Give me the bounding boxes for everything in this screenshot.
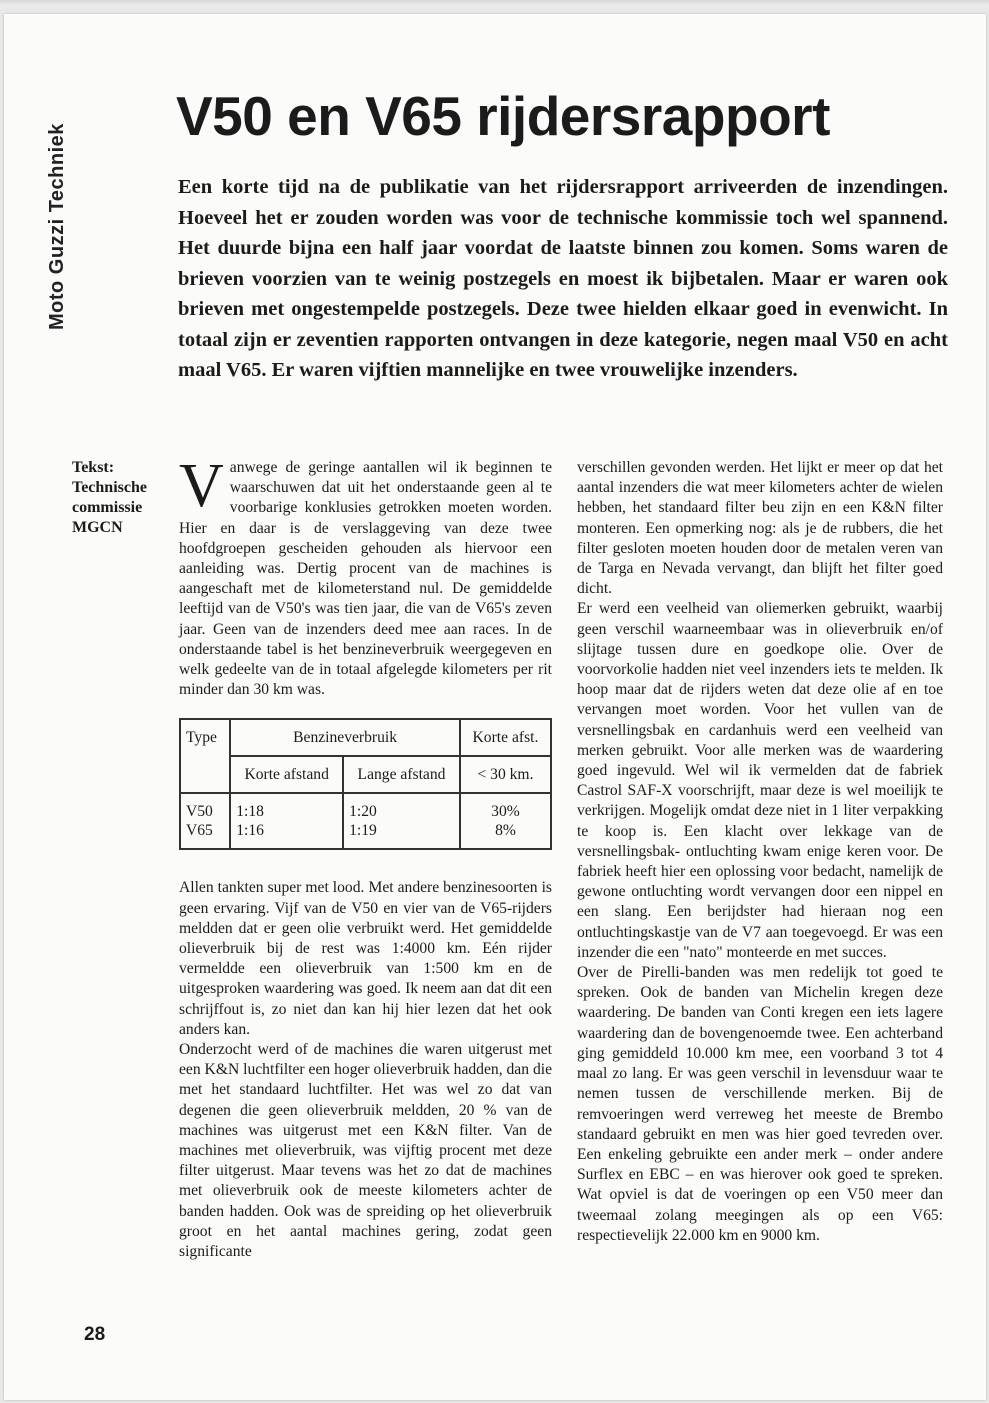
header-fuel: Benzineverbruik [230, 719, 460, 756]
header-type: Type [180, 719, 230, 793]
article-title: V50 en V65 rijdersrapport [176, 85, 830, 147]
column-left [179, 452, 552, 1262]
byline-author-line: Technische [72, 479, 147, 496]
section-label: Moto Guzzi Techniek [46, 123, 68, 330]
cell-type [180, 793, 230, 849]
cell-value: V65 [186, 822, 213, 840]
fuel-consumption-table [179, 718, 552, 850]
drop-cap: V [179, 452, 224, 520]
table-subheader-row [180, 756, 551, 793]
cell-value: 1:18 [236, 803, 264, 821]
cell-value: 1:20 [349, 803, 377, 821]
cell-long [343, 793, 460, 849]
byline-author-line: MGCN [72, 519, 123, 536]
paragraph: Onderzocht werd of de machines die waren uitgerust met een K&N luchtfilter een hoger olieverbruik hadden, dan die met het standaard luchtfilter. Het was wel zo dat van degenen die geen olieverbruik meldden, 20 % van de machines was uitgerust met een K&N filter. Van de machines met olieverbruik, was vijftig procent met deze filter uitgerust. Maar tevens was het zo dat de machines met olieverbruik ook de meeste kilometers achter de banden hadden. Ook was de spreiding op het olieverbruik groot en het aantal machines gering, zodat geen significante [179, 1041, 552, 1261]
paragraph: verschillen gevonden werden. Het lijkt er meer op dat het aantal inzenders die wat meer kilometers achter de wielen hebben, het standaard filter beu zijn en een K&N filter monteren. Een opmerking nog: als je de rubbers, die het filter gesloten moeten houden door de metalen veren van de Targa en Nevada vervangt, dan blijft het filter goed dicht. [577, 459, 943, 598]
paragraph [179, 452, 552, 700]
table-header-row [180, 719, 551, 756]
cell-value: V50 [186, 803, 213, 821]
page-number: 28 [84, 1324, 106, 1345]
cell-pct [460, 793, 551, 849]
byline-author-line: commissie [72, 499, 143, 516]
paragraph: Over de Pirelli-banden was men redelijk tot goed te spreken. Ook de banden van Michelin kregen deze waardering. De banden van Conti kregen een iets lagere waardering dan de bovengenoemde twee. Een achterband ging gemiddeld 10.000 km mee, een voorband 3 tot 4 maal zo lang. Er was geen verschil in levensduur waar te nemen tussen de verschillende merken. Bij de remvoeringen werd verreweg het meeste de Brembo standaard gebruikt en men was hier goed tevreden over. Een enkeling gebruikte een ander merk – onder andere Surflex en EBC – en was hierover ook goed te spreken. Wat opviel is dat de voeringen op een V50 meer dan tweemaal zolang meegingen als op een V65: respectievelijk 22.000 km en 9000 km. [577, 964, 943, 1244]
article-intro: Een korte tijd na de publikatie van het rijdersrapport arriveerden de inzendingen. Hoeveel het er zouden worden was voor de technische kommissie toch wel spannend. Het duurde bijna een half jaar voordat de laatste binnen zou komen. Soms waren de brieven voorzien van te weinig postzegels en moest ik bijbetalen. Maar er waren ook brieven met ongestempelde postzegels. Deze twee hielden elkaar goed in evenwicht. In totaal zijn er zeventien rapporten ontvangen in deze kategorie, negen maal V50 en acht maal V65. Er waren vijftien mannelijke en twee vrouwelijke inzenders. [178, 176, 948, 381]
scan-top-edge [0, 0, 989, 6]
cell-value: 8% [495, 822, 516, 840]
header-short-trip: Korte afst. [460, 719, 551, 756]
cell-value: 30% [491, 803, 520, 821]
byline-label: Tekst: [72, 459, 115, 476]
cell-short [230, 793, 343, 849]
fuel-table-wrapper [179, 718, 552, 850]
column-right [577, 458, 943, 1246]
paragraph: Allen tankten super met lood. Met andere benzinesoorten is geen ervaring. Vijf van de V50 en vier van de V65-rijders meldden dat er geen olie verbruikt werd. Het gemiddelde olieverbruik bij de rest was 1:4000 km. Eén rijder vermeldde een olieverbruik van 1:500 km en de uitgesproken waardering was goed. Ik neem aan dat dit een schrijffout is, zo niet dan kan hij hier lezen dat het ook anders kan. [179, 879, 552, 1038]
header-long: Lange afstand [343, 756, 460, 793]
byline [72, 458, 172, 538]
paragraph: Er werd een veelheid van oliemerken gebruikt, waarbij geen verschil waarneembaar was in olieverbruik en/of slijtage tussen dure en goedkope olie. Over de voorvorkolie hadden niet veel inzenders iets te melden. Ik hoop maar dat de rijders weten dat deze olie af en toe vervangen moet worden. Voor het vullen van de versnellingsbak en cardanhuis werd een veelheid van merken gebruikt. Voor alle merken was de waardering goed ingevuld. Wel wil ik vermelden dat de fabriek Castrol SAF-X voorschrijft, maar deze is wel moeilijk te verkrijgen. Mogelijk omdat deze niet in 1 liter verpakking te koop is. Een klacht over lekkage van de versnellingsbak- ontluchting kwam enige keren voor. De fabriek heeft hier een oplossing voor bedacht, namelijk de gewone ontluchting wordt vervangen door een nippel en een slang. Een berijdster had hieraan nog een ontluchtingskastje van de V7 aan toegevoegd. Er was een inzender die een "nato" monteerde en met succes. [577, 600, 943, 961]
cell-value: 1:16 [236, 822, 264, 840]
header-lt30: < 30 km. [460, 756, 551, 793]
cell-value: 1:19 [349, 822, 377, 840]
paragraph-text: anwege de geringe aantallen wil ik beginnen te waarschuwen dat uit het onderstaande geen al te voorbarige konklusies getrokken moeten worden. Hier en daar is de verslaggeving van deze twee hoofdgroepen gescheiden gehouden als hiervoor een aanleiding was. Dertig procent van de machines is aangeschaft met de kilometerstand nul. De gemiddelde leeftijd van de V50's was tien jaar, die van de V65's zeven jaar. Geen van de inzenders deed mee aan races. In de onderstaande tabel is het benzineverbruik weergegeven en welk gedeelte van de in totaal afgelegde kilometers per rit minder dan 30 km was. [179, 459, 552, 699]
header-short: Korte afstand [230, 756, 343, 793]
table-data-row [180, 793, 551, 849]
